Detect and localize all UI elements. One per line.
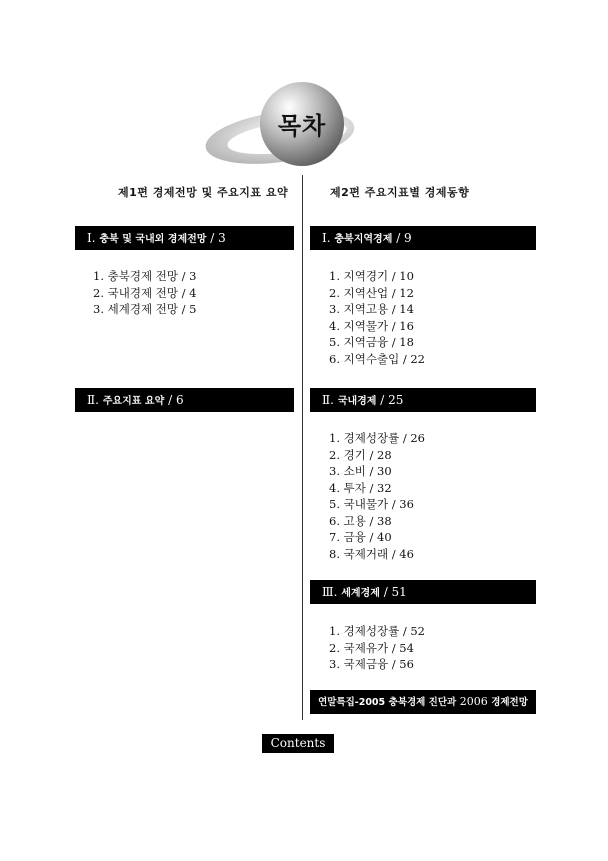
section-bar-2-3[interactable] xyxy=(310,580,536,604)
section-page: / 51 xyxy=(383,585,407,599)
list-item[interactable]: 1. 경제성장률 / 52 xyxy=(329,624,425,638)
appendix-bar[interactable] xyxy=(310,690,536,714)
list-item[interactable]: 2. 국제유가 / 54 xyxy=(329,640,414,655)
list-item[interactable]: 1. 경제성장률 / 26 xyxy=(329,431,425,445)
appendix-prefix: 연말특집-2005 xyxy=(318,697,386,708)
list-item[interactable]: 1. 충북경제 전망 / 3 xyxy=(93,269,197,283)
list-item[interactable]: 3. 국제금융 / 56 xyxy=(329,657,414,671)
section-page: / 3 xyxy=(210,231,226,245)
section-number: Ⅱ. xyxy=(322,393,334,407)
section-title: 세계경제 xyxy=(341,588,380,599)
section-bar-1-1[interactable] xyxy=(75,226,294,250)
section-title: 충북지역경제 xyxy=(334,234,393,245)
toc-logo xyxy=(205,82,355,182)
section-2-2-list xyxy=(329,430,425,562)
contents-label: Contents xyxy=(262,734,334,753)
list-item[interactable]: 5. 국내물가 / 36 xyxy=(329,497,414,511)
part-2-title: 제2편 주요지표별 경제동향 xyxy=(330,186,470,199)
list-item[interactable]: 2. 경기 / 28 xyxy=(329,447,392,462)
section-bar-1-2[interactable] xyxy=(75,388,294,412)
section-bar-2-2[interactable] xyxy=(310,388,536,412)
section-number: Ⅱ. xyxy=(87,393,99,407)
section-page: / 9 xyxy=(396,231,412,245)
section-number: Ⅰ. xyxy=(87,231,96,245)
list-item[interactable]: 6. 고용 / 38 xyxy=(329,513,392,528)
section-page: / 25 xyxy=(380,393,404,407)
list-item[interactable]: 7. 금융 / 40 xyxy=(329,530,392,544)
section-title: 국내경제 xyxy=(337,396,377,407)
list-item[interactable]: 2. 국내경제 전망 / 4 xyxy=(93,285,197,300)
list-item[interactable]: 8. 국제거래 / 46 xyxy=(329,546,414,561)
list-item[interactable]: 4. 지역물가 / 16 xyxy=(329,318,414,333)
list-item[interactable]: 6. 지역수출입 / 22 xyxy=(329,351,425,366)
appendix-year: 2006 xyxy=(459,695,488,708)
list-item[interactable]: 2. 지역산업 / 12 xyxy=(329,285,414,300)
list-item[interactable]: 3. 세계경제 전망 / 5 xyxy=(93,302,197,316)
section-bar-2-1[interactable] xyxy=(310,226,536,250)
section-title: 충북 및 국내외 경제전망 xyxy=(99,234,207,245)
appendix-suffix: 경제전망 xyxy=(491,697,528,708)
section-number: Ⅲ. xyxy=(322,585,338,599)
list-item[interactable]: 4. 투자 / 32 xyxy=(329,480,392,495)
section-number: Ⅰ. xyxy=(322,231,331,245)
column-divider xyxy=(302,175,303,720)
list-item[interactable]: 3. 소비 / 30 xyxy=(329,464,392,478)
section-page: / 6 xyxy=(168,393,184,407)
sphere-emblem xyxy=(260,82,344,166)
section-2-3-list xyxy=(329,623,425,673)
list-item[interactable]: 1. 지역경기 / 10 xyxy=(329,269,414,283)
part-1-title: 제1편 경제전망 및 주요지표 요약 xyxy=(118,186,289,199)
list-item[interactable]: 5. 지역금융 / 18 xyxy=(329,335,414,349)
section-1-1-list xyxy=(93,268,196,318)
appendix-middle: 충북경제 진단과 xyxy=(388,697,457,708)
logo-title: 목차 xyxy=(277,111,327,140)
section-title: 주요지표 요약 xyxy=(102,396,165,407)
list-item[interactable]: 3. 지역고용 / 14 xyxy=(329,302,414,316)
section-2-1-list xyxy=(329,268,425,367)
